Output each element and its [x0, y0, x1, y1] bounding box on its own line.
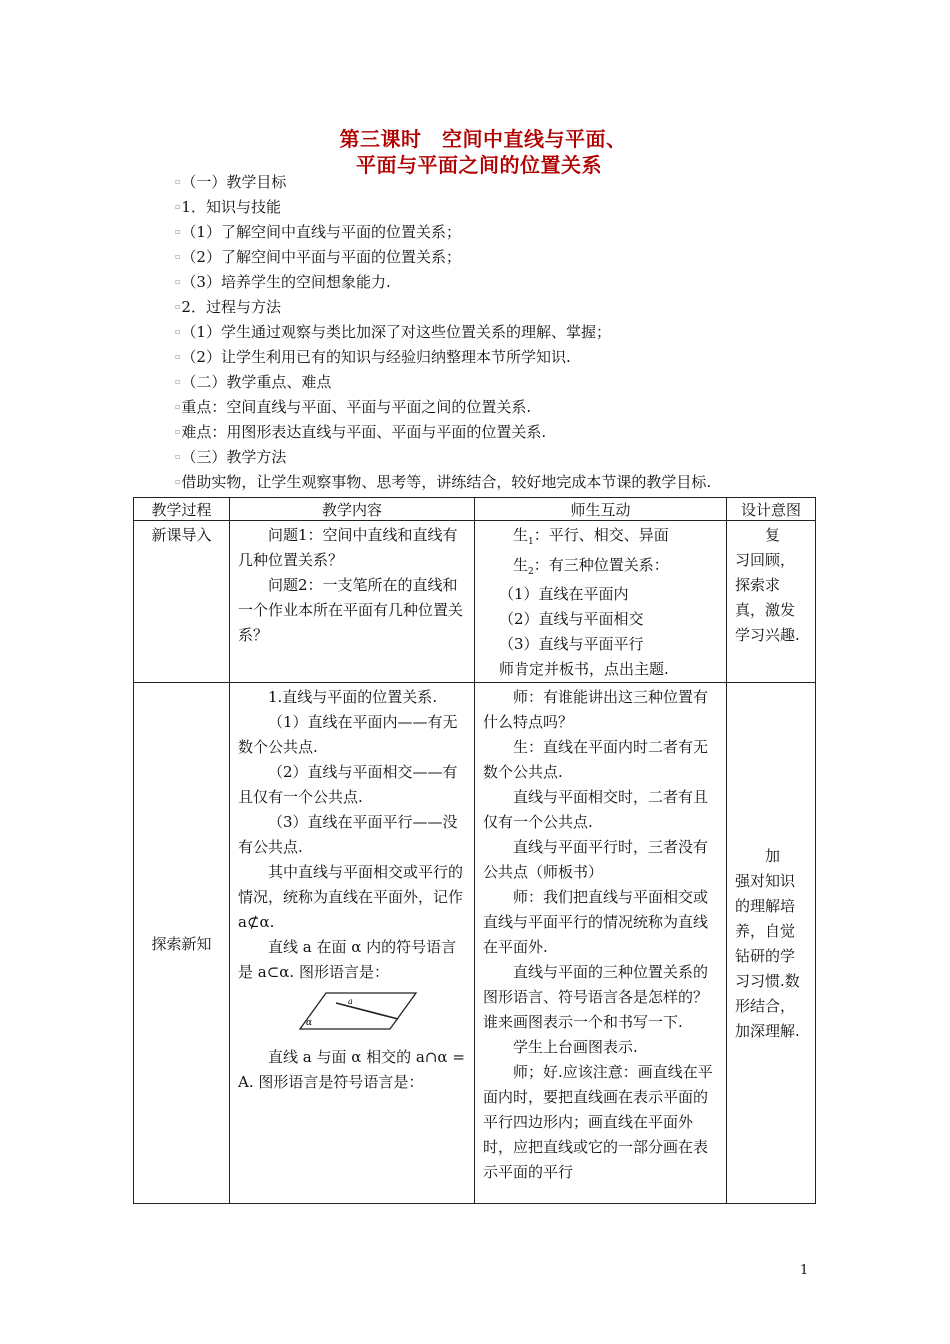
- intro-text: （三）教学方法: [181, 448, 287, 466]
- intro-text: （二）教学重点、难点: [181, 373, 332, 391]
- stage-label: 新课导入: [151, 526, 212, 544]
- header-cell: 师生互动: [475, 498, 727, 521]
- header-cell: 设计意图: [727, 498, 816, 521]
- intro-line: ▫（二）教学重点、难点: [175, 373, 332, 391]
- intro-text: 难点：用图形表达直线与平面、平面与平面的位置关系.: [181, 423, 547, 441]
- intro-line: ▫（3）培养学生的空间想象能力.: [175, 273, 391, 291]
- intro-text: （1）了解空间中直线与平面的位置关系；: [181, 223, 461, 241]
- line-in-plane-diagram: [298, 991, 418, 1031]
- interaction-paragraph: 直线与平面的三种位置关系的图形语言、符号语言各是怎样的？谁来画图表示一个和书写一下.: [483, 963, 709, 1031]
- intro-line: ▫（1）了解空间中直线与平面的位置关系；: [175, 223, 461, 241]
- student-answer-1: 生$_1$：平行、相交、异面: [513, 526, 669, 547]
- interaction-paragraph: 直线与平面相交时，二者有且仅有一个公共点.: [483, 788, 709, 831]
- intro-line: ▫（2）让学生利用已有的知识与经验归纳整理本节所学知识.: [175, 348, 571, 366]
- intro-text: （2）让学生利用已有的知识与经验归纳整理本节所学知识.: [181, 348, 571, 366]
- content-paragraph: 其中直线与平面相交或平行的情况，统称为直线在平面外，记作 a⊄α.: [238, 863, 464, 931]
- interaction-item: （3）直线与平面平行: [499, 635, 644, 653]
- stage-label: 探索新知: [151, 934, 212, 953]
- content-cell: [230, 521, 475, 683]
- content-paragraph: 1.直线与平面的位置关系.: [268, 688, 438, 706]
- content-paragraph: （3）直线在平面平行——没有公共点.: [238, 813, 458, 856]
- intro-text: （一）教学目标: [181, 173, 287, 191]
- diagram-label-a: a: [348, 997, 353, 1006]
- intro-line: ▫1．知识与技能: [175, 198, 281, 216]
- intro-line: ▫难点：用图形表达直线与平面、平面与平面的位置关系.: [175, 423, 547, 441]
- intro-line: ▫2．过程与方法: [175, 298, 281, 316]
- intro-text: 2．过程与方法: [181, 298, 281, 316]
- content-paragraph: 直线 a 在面 α 内的符号语言是 a⊂α. 图形语言是：: [238, 938, 457, 981]
- content-paragraph: （1）直线在平面内——有无数个公共点.: [238, 713, 458, 756]
- intent-text: 复 习回顾，探索求真，激发学习兴趣.: [735, 526, 800, 644]
- intro-text: 借助实物，让学生观察事物、思考等，讲练结合，较好地完成本节课的教学目标.: [181, 473, 712, 491]
- content-paragraph: 直线 a 与面 α 相交的 a∩α = A. 图形语言是符号语言是：: [238, 1048, 465, 1091]
- interaction-paragraph: 师：有谁能讲出这三种位置有什么特点吗？: [483, 688, 709, 731]
- interaction-item: （1）直线在平面内: [499, 585, 629, 603]
- intent-cell: [727, 521, 816, 683]
- student-answer-2: 生$_2$：有三种位置关系：: [513, 556, 669, 577]
- interaction-paragraph: 师：我们把直线与平面相交或直线与平面平行的情况统称为直线在平面外.: [483, 888, 709, 956]
- content-paragraph: （2）直线与平面相交——有且仅有一个公共点.: [238, 763, 458, 806]
- page-title-line1: 第三课时 空间中直线与平面、: [339, 127, 627, 151]
- intro-line: ▫（三）教学方法: [175, 448, 287, 466]
- intent-text: 加 强对知识的理解培养，自觉钻研的学习习惯.数形结合，加深理解.: [735, 847, 800, 1040]
- page-number: 1: [800, 1263, 809, 1278]
- lesson-table: [133, 497, 816, 1204]
- content-cell: [230, 683, 475, 1204]
- interaction-cell: [475, 521, 727, 683]
- stage-cell: [134, 683, 230, 1204]
- intro-line: ▫（1）学生通过观察与类比加深了对这些位置关系的理解、掌握；: [175, 323, 611, 341]
- intro-text: 重点：空间直线与平面、平面与平面之间的位置关系.: [181, 398, 532, 416]
- content-paragraph: 问题2：一支笔所在的直线和一个作业本所在平面有几种位置关系？: [238, 576, 464, 644]
- content-paragraph: 问题1：空间中直线和直线有几种位置关系？: [238, 526, 458, 569]
- interaction-paragraph: 直线与平面平行时，三者没有公共点（师板书）: [483, 838, 709, 881]
- table-row: [134, 521, 816, 683]
- intro-line: ▫（一）教学目标: [175, 173, 287, 191]
- interaction-item: （2）直线与平面相交: [499, 610, 644, 628]
- interaction-cell: [475, 683, 727, 1204]
- diagram-label-alpha: α: [306, 1018, 313, 1028]
- table-header-row: [134, 498, 816, 521]
- intent-cell: [727, 683, 816, 1204]
- intro-line: ▫重点：空间直线与平面、平面与平面之间的位置关系.: [175, 398, 532, 416]
- intro-line: ▫借助实物，让学生观察事物、思考等，讲练结合，较好地完成本节课的教学目标.: [175, 473, 712, 491]
- interaction-paragraph: 师；好.应该注意：画直线在平面内时，要把直线画在表示平面的平行四边形内；画直线在平面外时，应把直线或它的一部分画在表示平面的平行: [483, 1063, 713, 1181]
- page-title-line2: 平面与平面之间的位置关系: [356, 153, 602, 177]
- table-row: [134, 683, 816, 1204]
- intro-text: （1）学生通过观察与类比加深了对这些位置关系的理解、掌握；: [181, 323, 611, 341]
- header-cell: 教学内容: [230, 498, 475, 521]
- interaction-item: 师肯定并板书，点出主题.: [499, 660, 669, 678]
- header-cell: 教学过程: [134, 498, 230, 521]
- stage-cell: [134, 521, 230, 683]
- interaction-paragraph: 生：直线在平面内时二者有无数个公共点.: [483, 738, 709, 781]
- intro-text: 1．知识与技能: [181, 198, 281, 216]
- intro-line: ▫（2）了解空间中平面与平面的位置关系；: [175, 248, 461, 266]
- interaction-paragraph: 学生上台画图表示.: [513, 1038, 638, 1056]
- intro-text: （2）了解空间中平面与平面的位置关系；: [181, 248, 461, 266]
- intro-text: （3）培养学生的空间想象能力.: [181, 273, 391, 291]
